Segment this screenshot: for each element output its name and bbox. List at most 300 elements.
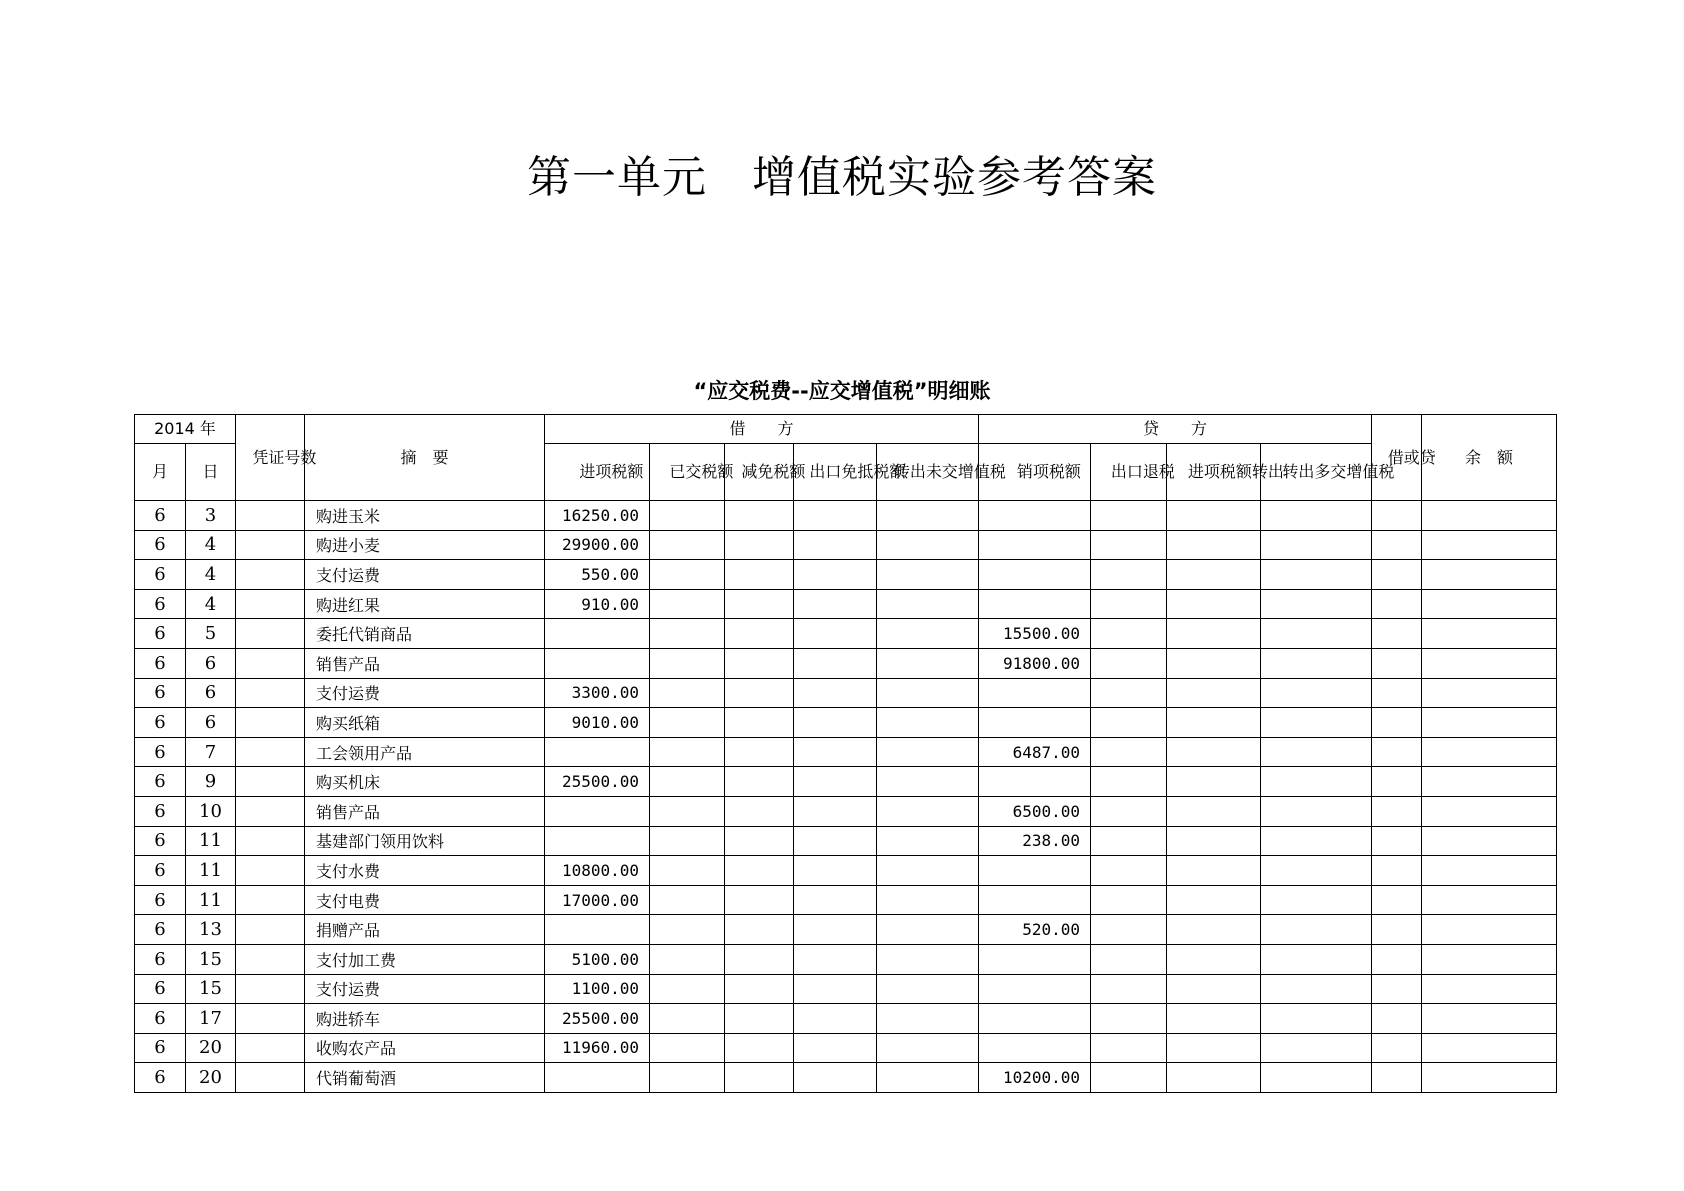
export-refund-cell — [1091, 974, 1167, 1004]
unpaid-vat-transfer-cell — [877, 1004, 979, 1034]
exempt-tax-cell — [725, 826, 794, 856]
exempt-tax-cell — [725, 619, 794, 649]
exempt-tax-cell — [725, 1033, 794, 1063]
overpaid-vat-transfer-cell — [1261, 1033, 1372, 1063]
export-offset-cell — [794, 826, 877, 856]
day-cell: 4 — [186, 589, 236, 619]
input-tax-cell: 10800.00 — [545, 856, 650, 886]
overpaid-vat-transfer-cell — [1261, 944, 1372, 974]
day-cell: 13 — [186, 915, 236, 945]
summary-cell: 捐赠产品 — [305, 915, 545, 945]
paid-tax-cell — [650, 826, 725, 856]
day-cell: 7 — [186, 737, 236, 767]
voucher-cell — [236, 648, 305, 678]
summary-cell: 购进轿车 — [305, 1004, 545, 1034]
unpaid-vat-transfer-header: 转出未交增值税 — [877, 444, 979, 501]
summary-cell: 购买纸箱 — [305, 708, 545, 738]
input-tax-cell: 17000.00 — [545, 885, 650, 915]
day-header: 日 — [186, 444, 236, 501]
unpaid-vat-transfer-cell — [877, 856, 979, 886]
direction-cell — [1372, 767, 1422, 797]
day-cell: 17 — [186, 1004, 236, 1034]
voucher-cell — [236, 767, 305, 797]
input-transfer-out-header: 进项税额转出 — [1167, 444, 1261, 501]
day-cell: 11 — [186, 856, 236, 886]
balance-cell — [1422, 856, 1557, 886]
output-tax-cell — [979, 767, 1091, 797]
overpaid-vat-transfer-cell — [1261, 856, 1372, 886]
day-cell: 9 — [186, 767, 236, 797]
output-tax-cell — [979, 944, 1091, 974]
exempt-tax-cell — [725, 648, 794, 678]
summary-cell: 工会领用产品 — [305, 737, 545, 767]
summary-cell: 收购农产品 — [305, 1033, 545, 1063]
exempt-tax-cell — [725, 796, 794, 826]
table-row — [135, 737, 1557, 767]
paid-tax-cell — [650, 501, 725, 531]
paid-tax-cell — [650, 1033, 725, 1063]
output-tax-header: 销项税额 — [979, 444, 1091, 501]
paid-tax-cell — [650, 737, 725, 767]
balance-header: 余 额 — [1422, 415, 1557, 501]
unpaid-vat-transfer-cell — [877, 678, 979, 708]
input-tax-cell — [545, 648, 650, 678]
direction-cell — [1372, 885, 1422, 915]
day-cell: 11 — [186, 885, 236, 915]
output-tax-cell: 15500.00 — [979, 619, 1091, 649]
exempt-tax-cell — [725, 1063, 794, 1093]
output-tax-cell: 520.00 — [979, 915, 1091, 945]
table-row — [135, 678, 1557, 708]
day-cell: 15 — [186, 944, 236, 974]
unpaid-vat-transfer-cell — [877, 915, 979, 945]
exempt-tax-cell — [725, 885, 794, 915]
direction-cell — [1372, 619, 1422, 649]
input-tax-cell: 16250.00 — [545, 501, 650, 531]
export-offset-header: 出口免抵税额 — [794, 444, 877, 501]
export-refund-cell — [1091, 737, 1167, 767]
voucher-cell — [236, 589, 305, 619]
direction-cell — [1372, 856, 1422, 886]
unpaid-vat-transfer-cell — [877, 708, 979, 738]
export-refund-cell — [1091, 915, 1167, 945]
output-tax-cell — [979, 1004, 1091, 1034]
export-refund-cell — [1091, 826, 1167, 856]
summary-cell: 销售产品 — [305, 648, 545, 678]
month-cell: 6 — [135, 648, 186, 678]
export-offset-cell — [794, 915, 877, 945]
input-tax-cell — [545, 826, 650, 856]
overpaid-vat-transfer-header: 转出多交增值税 — [1261, 444, 1372, 501]
overpaid-vat-transfer-cell — [1261, 1004, 1372, 1034]
paid-tax-cell — [650, 944, 725, 974]
vat-ledger-table — [134, 414, 1557, 1093]
credit-group-header: 贷 方 — [979, 415, 1372, 444]
table-row — [135, 1063, 1557, 1093]
debit-group-header: 借 方 — [545, 415, 979, 444]
unpaid-vat-transfer-cell — [877, 619, 979, 649]
output-tax-cell — [979, 589, 1091, 619]
input-tax-cell: 5100.00 — [545, 944, 650, 974]
input-tax-header: 进项税额 — [545, 444, 650, 501]
overpaid-vat-transfer-cell — [1261, 767, 1372, 797]
input-transfer-out-cell — [1167, 974, 1261, 1004]
output-tax-cell — [979, 974, 1091, 1004]
day-cell: 3 — [186, 501, 236, 531]
balance-cell — [1422, 737, 1557, 767]
overpaid-vat-transfer-cell — [1261, 648, 1372, 678]
voucher-cell — [236, 1033, 305, 1063]
voucher-cell — [236, 678, 305, 708]
export-offset-cell — [794, 678, 877, 708]
exempt-tax-cell — [725, 501, 794, 531]
direction-cell — [1372, 708, 1422, 738]
year-header: 2014 年 — [135, 415, 236, 444]
balance-cell — [1422, 619, 1557, 649]
export-refund-cell — [1091, 678, 1167, 708]
unpaid-vat-transfer-cell — [877, 796, 979, 826]
month-cell: 6 — [135, 678, 186, 708]
balance-cell — [1422, 678, 1557, 708]
table-row — [135, 648, 1557, 678]
export-offset-cell — [794, 944, 877, 974]
output-tax-cell — [979, 501, 1091, 531]
input-tax-cell: 1100.00 — [545, 974, 650, 1004]
direction-cell — [1372, 501, 1422, 531]
input-transfer-out-cell — [1167, 856, 1261, 886]
overpaid-vat-transfer-cell — [1261, 501, 1372, 531]
input-transfer-out-cell — [1167, 589, 1261, 619]
exempt-tax-cell — [725, 856, 794, 886]
paid-tax-cell — [650, 530, 725, 560]
output-tax-cell: 238.00 — [979, 826, 1091, 856]
output-tax-cell: 10200.00 — [979, 1063, 1091, 1093]
voucher-cell — [236, 619, 305, 649]
balance-cell — [1422, 826, 1557, 856]
output-tax-cell — [979, 856, 1091, 886]
month-cell: 6 — [135, 767, 186, 797]
exempt-tax-cell — [725, 915, 794, 945]
day-cell: 20 — [186, 1033, 236, 1063]
exempt-tax-cell — [725, 708, 794, 738]
export-refund-cell — [1091, 1063, 1167, 1093]
table-row — [135, 767, 1557, 797]
direction-cell — [1372, 974, 1422, 1004]
export-refund-cell — [1091, 501, 1167, 531]
month-cell: 6 — [135, 589, 186, 619]
direction-cell — [1372, 1063, 1422, 1093]
summary-cell: 购进玉米 — [305, 501, 545, 531]
overpaid-vat-transfer-cell — [1261, 915, 1372, 945]
export-refund-cell — [1091, 885, 1167, 915]
month-cell: 6 — [135, 974, 186, 1004]
table-row — [135, 885, 1557, 915]
ledger-subtitle: “应交税费--应交增值税”明细账 — [693, 379, 991, 403]
unpaid-vat-transfer-cell — [877, 530, 979, 560]
unpaid-vat-transfer-cell — [877, 1063, 979, 1093]
input-tax-cell — [545, 796, 650, 826]
input-transfer-out-cell — [1167, 678, 1261, 708]
summary-cell: 支付加工费 — [305, 944, 545, 974]
input-tax-cell: 29900.00 — [545, 530, 650, 560]
exempt-tax-cell — [725, 944, 794, 974]
paid-tax-cell — [650, 648, 725, 678]
exempt-tax-cell — [725, 767, 794, 797]
month-cell: 6 — [135, 708, 186, 738]
voucher-cell — [236, 501, 305, 531]
export-refund-cell — [1091, 530, 1167, 560]
input-transfer-out-cell — [1167, 708, 1261, 738]
overpaid-vat-transfer-cell — [1261, 530, 1372, 560]
day-cell: 11 — [186, 826, 236, 856]
day-cell: 4 — [186, 560, 236, 590]
input-tax-cell: 550.00 — [545, 560, 650, 590]
summary-cell: 支付运费 — [305, 560, 545, 590]
voucher-cell — [236, 708, 305, 738]
export-refund-cell — [1091, 708, 1167, 738]
month-cell: 6 — [135, 560, 186, 590]
summary-cell: 代销葡萄酒 — [305, 1063, 545, 1093]
summary-cell: 购进红果 — [305, 589, 545, 619]
overpaid-vat-transfer-cell — [1261, 589, 1372, 619]
export-offset-cell — [794, 856, 877, 886]
table-row — [135, 619, 1557, 649]
unpaid-vat-transfer-cell — [877, 560, 979, 590]
export-refund-cell — [1091, 767, 1167, 797]
overpaid-vat-transfer-cell — [1261, 560, 1372, 590]
exempt-tax-cell — [725, 530, 794, 560]
table-row — [135, 826, 1557, 856]
output-tax-cell — [979, 530, 1091, 560]
export-offset-cell — [794, 648, 877, 678]
output-tax-cell: 6487.00 — [979, 737, 1091, 767]
exempt-tax-cell — [725, 974, 794, 1004]
export-offset-cell — [794, 1063, 877, 1093]
day-cell: 15 — [186, 974, 236, 1004]
balance-cell — [1422, 1033, 1557, 1063]
export-refund-cell — [1091, 944, 1167, 974]
input-transfer-out-cell — [1167, 530, 1261, 560]
overpaid-vat-transfer-cell — [1261, 826, 1372, 856]
month-cell: 6 — [135, 944, 186, 974]
paid-tax-cell — [650, 885, 725, 915]
balance-cell — [1422, 648, 1557, 678]
balance-cell — [1422, 767, 1557, 797]
table-row — [135, 501, 1557, 531]
balance-cell — [1422, 796, 1557, 826]
input-tax-cell — [545, 737, 650, 767]
table-row — [135, 1033, 1557, 1063]
input-tax-cell: 25500.00 — [545, 767, 650, 797]
month-cell: 6 — [135, 1063, 186, 1093]
export-refund-cell — [1091, 560, 1167, 590]
overpaid-vat-transfer-cell — [1261, 796, 1372, 826]
month-cell: 6 — [135, 737, 186, 767]
export-offset-cell — [794, 560, 877, 590]
month-cell: 6 — [135, 530, 186, 560]
summary-cell: 基建部门领用饮料 — [305, 826, 545, 856]
unpaid-vat-transfer-cell — [877, 737, 979, 767]
exempt-tax-cell — [725, 589, 794, 619]
overpaid-vat-transfer-cell — [1261, 708, 1372, 738]
table-row — [135, 856, 1557, 886]
output-tax-cell: 91800.00 — [979, 648, 1091, 678]
paid-tax-cell — [650, 1063, 725, 1093]
day-cell: 6 — [186, 648, 236, 678]
paid-tax-cell — [650, 619, 725, 649]
table-row — [135, 708, 1557, 738]
direction-cell — [1372, 737, 1422, 767]
input-transfer-out-cell — [1167, 944, 1261, 974]
day-cell: 6 — [186, 708, 236, 738]
input-transfer-out-cell — [1167, 1063, 1261, 1093]
export-offset-cell — [794, 589, 877, 619]
direction-cell — [1372, 589, 1422, 619]
direction-cell — [1372, 826, 1422, 856]
unpaid-vat-transfer-cell — [877, 1033, 979, 1063]
export-offset-cell — [794, 1004, 877, 1034]
overpaid-vat-transfer-cell — [1261, 678, 1372, 708]
export-refund-cell — [1091, 856, 1167, 886]
overpaid-vat-transfer-cell — [1261, 737, 1372, 767]
overpaid-vat-transfer-cell — [1261, 885, 1372, 915]
paid-tax-cell — [650, 856, 725, 886]
day-cell: 5 — [186, 619, 236, 649]
exempt-tax-cell — [725, 737, 794, 767]
voucher-cell — [236, 796, 305, 826]
voucher-header: 凭证号数 — [236, 415, 305, 501]
export-refund-cell — [1091, 1033, 1167, 1063]
overpaid-vat-transfer-cell — [1261, 619, 1372, 649]
balance-cell — [1422, 915, 1557, 945]
summary-cell: 委托代销商品 — [305, 619, 545, 649]
input-tax-cell: 11960.00 — [545, 1033, 650, 1063]
balance-cell — [1422, 708, 1557, 738]
export-offset-cell — [794, 501, 877, 531]
month-cell: 6 — [135, 1033, 186, 1063]
balance-cell — [1422, 501, 1557, 531]
voucher-cell — [236, 826, 305, 856]
direction-cell — [1372, 915, 1422, 945]
input-tax-cell — [545, 619, 650, 649]
direction-cell — [1372, 944, 1422, 974]
input-transfer-out-cell — [1167, 915, 1261, 945]
input-transfer-out-cell — [1167, 767, 1261, 797]
balance-cell — [1422, 885, 1557, 915]
unpaid-vat-transfer-cell — [877, 944, 979, 974]
export-refund-cell — [1091, 619, 1167, 649]
export-refund-header: 出口退税 — [1091, 444, 1167, 501]
month-cell: 6 — [135, 885, 186, 915]
table-row — [135, 915, 1557, 945]
table-row — [135, 589, 1557, 619]
export-refund-cell — [1091, 589, 1167, 619]
day-cell: 4 — [186, 530, 236, 560]
unpaid-vat-transfer-cell — [877, 767, 979, 797]
direction-cell — [1372, 796, 1422, 826]
input-tax-cell: 9010.00 — [545, 708, 650, 738]
paid-tax-cell — [650, 589, 725, 619]
export-offset-cell — [794, 530, 877, 560]
overpaid-vat-transfer-cell — [1261, 974, 1372, 1004]
voucher-cell — [236, 974, 305, 1004]
voucher-cell — [236, 915, 305, 945]
export-offset-cell — [794, 974, 877, 1004]
unpaid-vat-transfer-cell — [877, 885, 979, 915]
output-tax-cell — [979, 560, 1091, 590]
input-tax-cell: 25500.00 — [545, 1004, 650, 1034]
export-offset-cell — [794, 885, 877, 915]
summary-cell: 支付电费 — [305, 885, 545, 915]
input-tax-cell — [545, 1063, 650, 1093]
paid-tax-cell — [650, 796, 725, 826]
unpaid-vat-transfer-cell — [877, 648, 979, 678]
balance-cell — [1422, 974, 1557, 1004]
input-transfer-out-cell — [1167, 826, 1261, 856]
voucher-cell — [236, 530, 305, 560]
table-row — [135, 1004, 1557, 1034]
direction-cell — [1372, 1004, 1422, 1034]
month-cell: 6 — [135, 796, 186, 826]
summary-header: 摘 要 — [305, 415, 545, 501]
balance-cell — [1422, 1004, 1557, 1034]
input-transfer-out-cell — [1167, 560, 1261, 590]
month-cell: 6 — [135, 826, 186, 856]
input-transfer-out-cell — [1167, 885, 1261, 915]
input-tax-cell: 3300.00 — [545, 678, 650, 708]
summary-cell: 购进小麦 — [305, 530, 545, 560]
month-cell: 6 — [135, 619, 186, 649]
input-transfer-out-cell — [1167, 1004, 1261, 1034]
input-transfer-out-cell — [1167, 648, 1261, 678]
export-offset-cell — [794, 737, 877, 767]
day-cell: 20 — [186, 1063, 236, 1093]
export-offset-cell — [794, 619, 877, 649]
exempt-tax-header: 减免税额 — [725, 444, 794, 501]
export-offset-cell — [794, 796, 877, 826]
output-tax-cell — [979, 1033, 1091, 1063]
output-tax-cell: 6500.00 — [979, 796, 1091, 826]
summary-cell: 支付运费 — [305, 678, 545, 708]
voucher-cell — [236, 737, 305, 767]
paid-tax-cell — [650, 678, 725, 708]
month-cell: 6 — [135, 856, 186, 886]
summary-cell: 销售产品 — [305, 796, 545, 826]
output-tax-cell — [979, 885, 1091, 915]
voucher-cell — [236, 856, 305, 886]
voucher-cell — [236, 560, 305, 590]
paid-tax-cell — [650, 560, 725, 590]
unpaid-vat-transfer-cell — [877, 501, 979, 531]
paid-tax-cell — [650, 767, 725, 797]
input-transfer-out-cell — [1167, 796, 1261, 826]
day-cell: 10 — [186, 796, 236, 826]
unpaid-vat-transfer-cell — [877, 589, 979, 619]
balance-cell — [1422, 560, 1557, 590]
voucher-cell — [236, 1063, 305, 1093]
paid-tax-cell — [650, 708, 725, 738]
direction-cell — [1372, 560, 1422, 590]
export-refund-cell — [1091, 1004, 1167, 1034]
direction-cell — [1372, 1033, 1422, 1063]
table-row — [135, 796, 1557, 826]
exempt-tax-cell — [725, 1004, 794, 1034]
export-offset-cell — [794, 767, 877, 797]
ledger-body — [135, 501, 1557, 1093]
voucher-cell — [236, 1004, 305, 1034]
voucher-cell — [236, 944, 305, 974]
exempt-tax-cell — [725, 678, 794, 708]
